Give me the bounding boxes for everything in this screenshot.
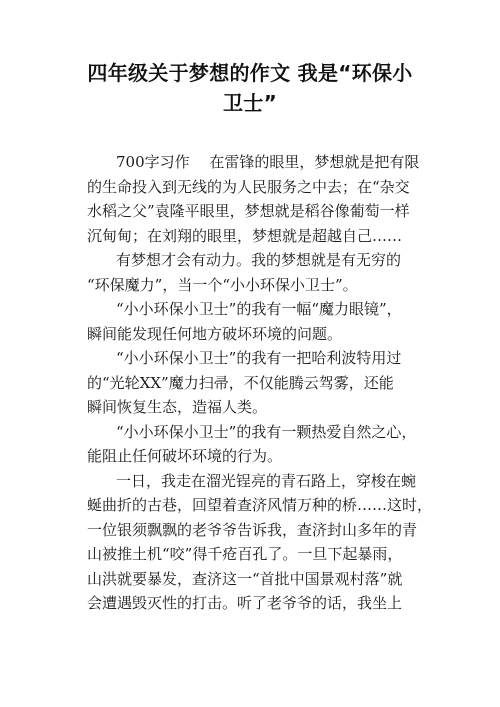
text-line: “小小环保小卫士”的我有一颗热爱自然之心， xyxy=(116,422,417,441)
text-line: 能阻止任何破坏环境的行为。 xyxy=(87,447,283,465)
text-line: 700字习作 在雷锋的眼里，梦想就是把有限 xyxy=(116,153,420,171)
text-line: “小小环保小卫士”的我有一幅“魔力眼镜”， xyxy=(116,300,402,318)
text-line: 瞬间恢复生态，造福人类。 xyxy=(87,398,268,416)
text-line: 山被推土机“咬”得千疮百孔了。一旦下起暴雨， xyxy=(87,545,403,563)
document-body xyxy=(87,150,433,616)
text-line: 山洪就要暴发，查济这一“首批中国景观村落”就 xyxy=(87,569,403,588)
title-line-2: 卫士” xyxy=(222,91,278,115)
text-line: 一日，我走在溜光锃亮的青石路上，穿梭在蜿 xyxy=(116,471,417,490)
text-line: 有梦想才会有动力。我的梦想就是有无穷的 xyxy=(116,251,402,269)
document-title xyxy=(70,58,430,118)
text-line: 会遭遇毁灭性的打击。听了老爷爷的话，我坐上 xyxy=(87,594,403,612)
text-line: 的“光轮XX”魔力扫帚，不仅能腾云驾雾，还能 xyxy=(87,373,394,392)
text-line: 沉甸甸；在刘翔的眼里，梦想就是超越自己…… xyxy=(87,226,403,245)
text-line: 蜒曲折的古巷，回望着查济风情万种的桥……这时， xyxy=(87,496,433,514)
text-line: 的生命投入到无线的为人民服务之中去；在“杂交 xyxy=(87,177,410,196)
title-line-1: 四年级关于梦想的作文 我是“环保小 xyxy=(87,61,413,85)
text-line: “环保魔力”，当一个“小小环保小卫士”。 xyxy=(87,275,358,294)
text-line: 瞬间能发现任何地方破坏环境的问题。 xyxy=(87,324,343,343)
text-line: “小小环保小卫士”的我有一把哈利波特用过 xyxy=(116,349,402,367)
text-line: 一位银须飘飘的老爷爷告诉我，查济封山多年的青 xyxy=(87,520,418,539)
text-line: 水稻之父”袁隆平眼里，梦想就是稻谷像葡萄一样 xyxy=(87,202,410,220)
